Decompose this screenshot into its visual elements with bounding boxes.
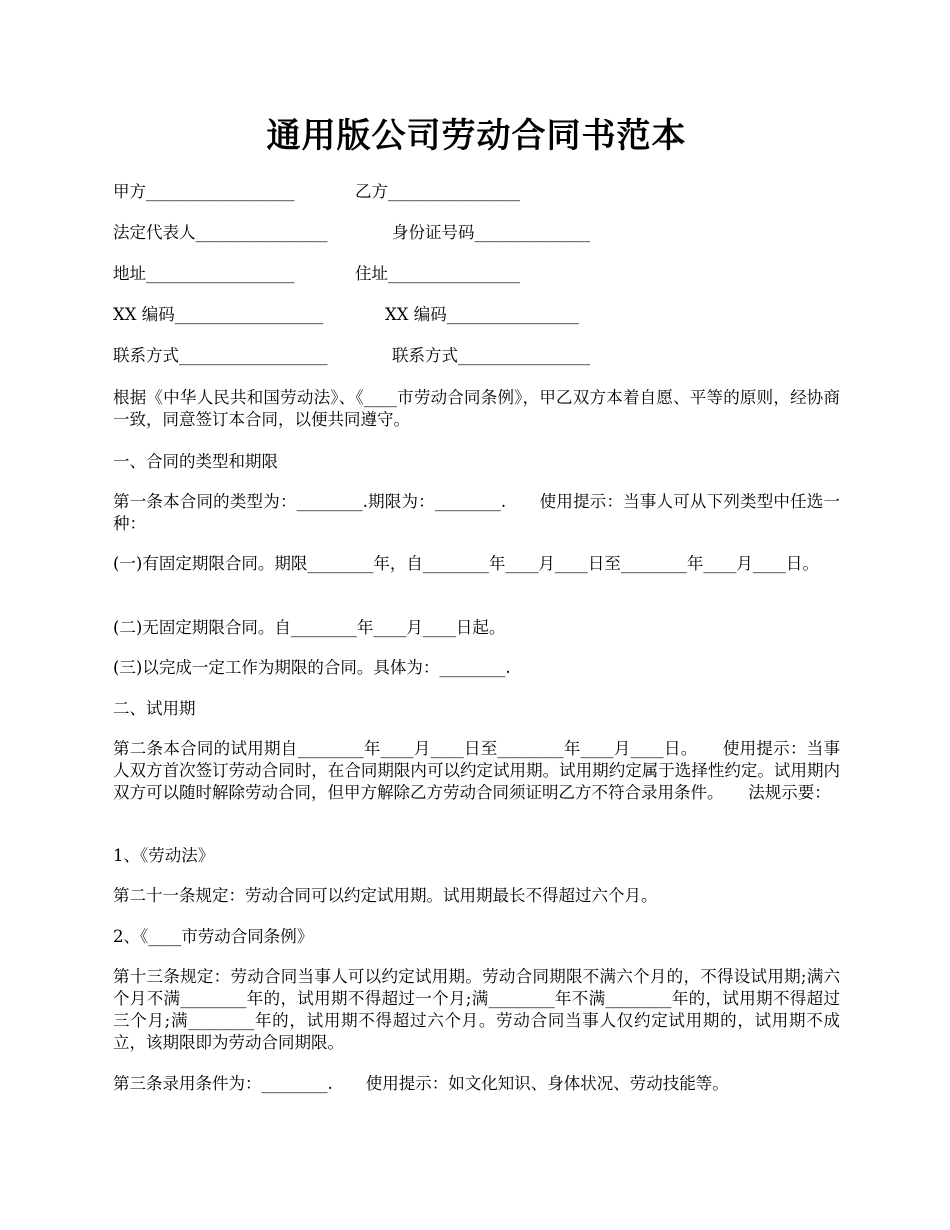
code-field-a: XX 编码__________________ xyxy=(113,305,324,324)
section-1-heading: 一、合同的类型和期限 xyxy=(113,452,278,471)
option-fixed-term: (一)有固定期限合同。期限________年，自________年____月____日至________年____月____日。 xyxy=(113,554,819,573)
contact-field-a: 联系方式__________________ xyxy=(113,346,328,365)
article-3: 第三条录用条件为：________. 使用提示：如文化知识、身体状况、劳动技能等。 xyxy=(113,1074,729,1093)
party-row-2 xyxy=(113,221,590,245)
law-2-title: 2、《____市劳动合同条例》 xyxy=(113,927,314,946)
residence-field: 住址________________ xyxy=(355,264,520,283)
id-number-field: 身份证号码______________ xyxy=(392,223,590,242)
law-1-text: 第二十一条规定：劳动合同可以约定试用期。试用期最长不得超过六个月。 xyxy=(113,886,658,905)
law-2-text: 第十三条规定：劳动合同当事人可以约定试用期。劳动合同期限不满六个月的，不得设试用期;满六个月不满________年的，试用期不得超过一个月;满________年不满________年的，试用期不得超过三个月;满________年的，试用期不得超过六个月。劳动合同当事人仅约定试用期的，试用期不成立，该期限即为劳动合同期限。 xyxy=(113,967,840,1052)
legal-representative-field: 法定代表人________________ xyxy=(113,223,328,242)
law-1-title: 1、《劳动法》 xyxy=(113,846,215,865)
article-1: 第一条本合同的类型为：________.期限为：________. 使用提示：当事人可从下列类型中任选一种： xyxy=(113,492,840,533)
party-b-field: 乙方________________ xyxy=(355,182,520,201)
party-row-4 xyxy=(113,303,579,327)
intro-paragraph: 根据《中华人民共和国劳动法》、《____市劳动合同条例》，甲乙双方本着自愿、平等的原则，经协商一致，同意签订本合同，以便共同遵守。 xyxy=(113,388,840,429)
contact-field-b: 联系方式________________ xyxy=(392,346,590,365)
option-task-based: (三)以完成一定工作为期限的合同。具体为：________. xyxy=(113,658,511,677)
party-row-3 xyxy=(113,262,520,286)
party-row-1 xyxy=(113,180,520,204)
party-row-5 xyxy=(113,344,590,368)
document-title: 通用版公司劳动合同书范本 xyxy=(266,116,687,156)
address-field: 地址__________________ xyxy=(113,264,295,283)
article-2: 第二条本合同的试用期自________年____月____日至________年____月____日。 使用提示：当事人双方首次签订劳动合同时，在合同期限内可以约定试用期。试用期约定属于选择性约定。试用期内双方可以随时解除劳动合同，但甲方解除乙方劳动合同须证明乙方不符合录用条件。 法规示要： xyxy=(113,739,840,802)
section-2-heading: 二、试用期 xyxy=(113,699,196,718)
option-open-ended: (二)无固定期限合同。自________年____月____日起。 xyxy=(113,618,506,637)
party-a-field: 甲方__________________ xyxy=(113,182,295,201)
code-field-b: XX 编码________________ xyxy=(385,305,579,324)
